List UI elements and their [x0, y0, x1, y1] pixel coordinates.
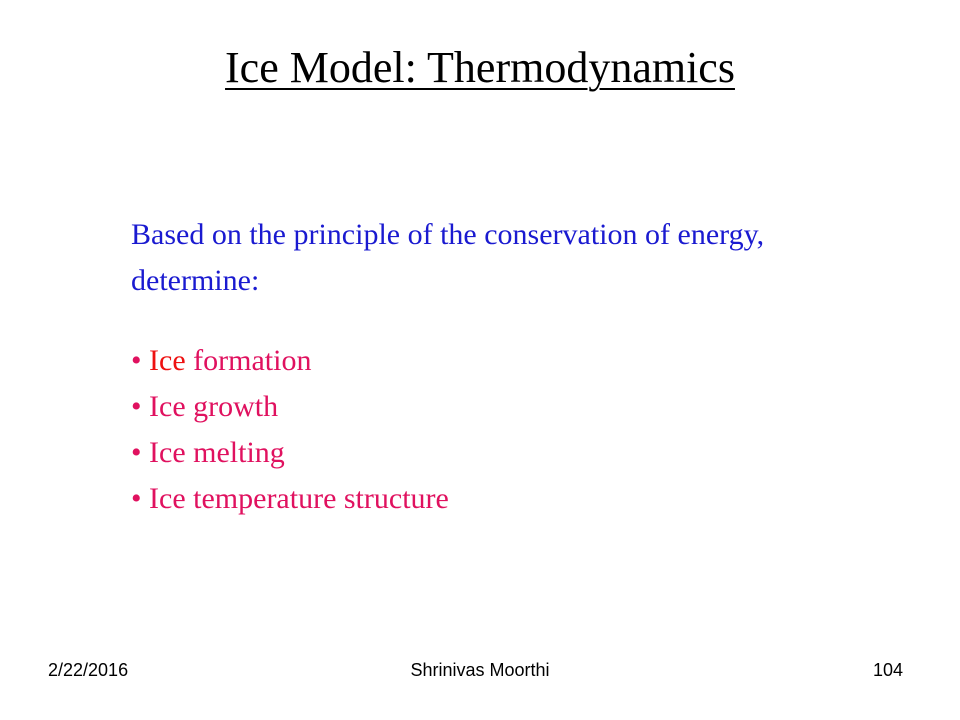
bullet-text: Ice melting [149, 436, 285, 469]
bullet-item [131, 338, 851, 384]
footer-date: 2/22/2016 [48, 660, 129, 680]
footer-page-number: 104 [872, 660, 903, 680]
intro-text: Based on the principle of the conservation of energy, determine: [131, 218, 765, 297]
bullet-item [131, 476, 851, 522]
footer-author: Shrinivas Moorthi [410, 660, 550, 680]
slide-title-text: Ice Model: Thermodynamics [225, 43, 735, 92]
bullet-marker: • [131, 344, 142, 377]
bullet-text: Ice temperature structure [149, 482, 449, 515]
bullet-marker: • [131, 482, 142, 515]
slide-title [0, 38, 960, 98]
slide-body [131, 212, 851, 522]
bullet-text: Ice formation [149, 344, 312, 377]
bullet-first-word: Ice [149, 344, 186, 377]
bullet-item [131, 430, 851, 476]
bullet-list [131, 338, 851, 522]
bullet-marker: • [131, 390, 142, 423]
bullet-text: Ice growth [149, 390, 279, 423]
bullet-item [131, 384, 851, 430]
bullet-marker: • [131, 436, 142, 469]
